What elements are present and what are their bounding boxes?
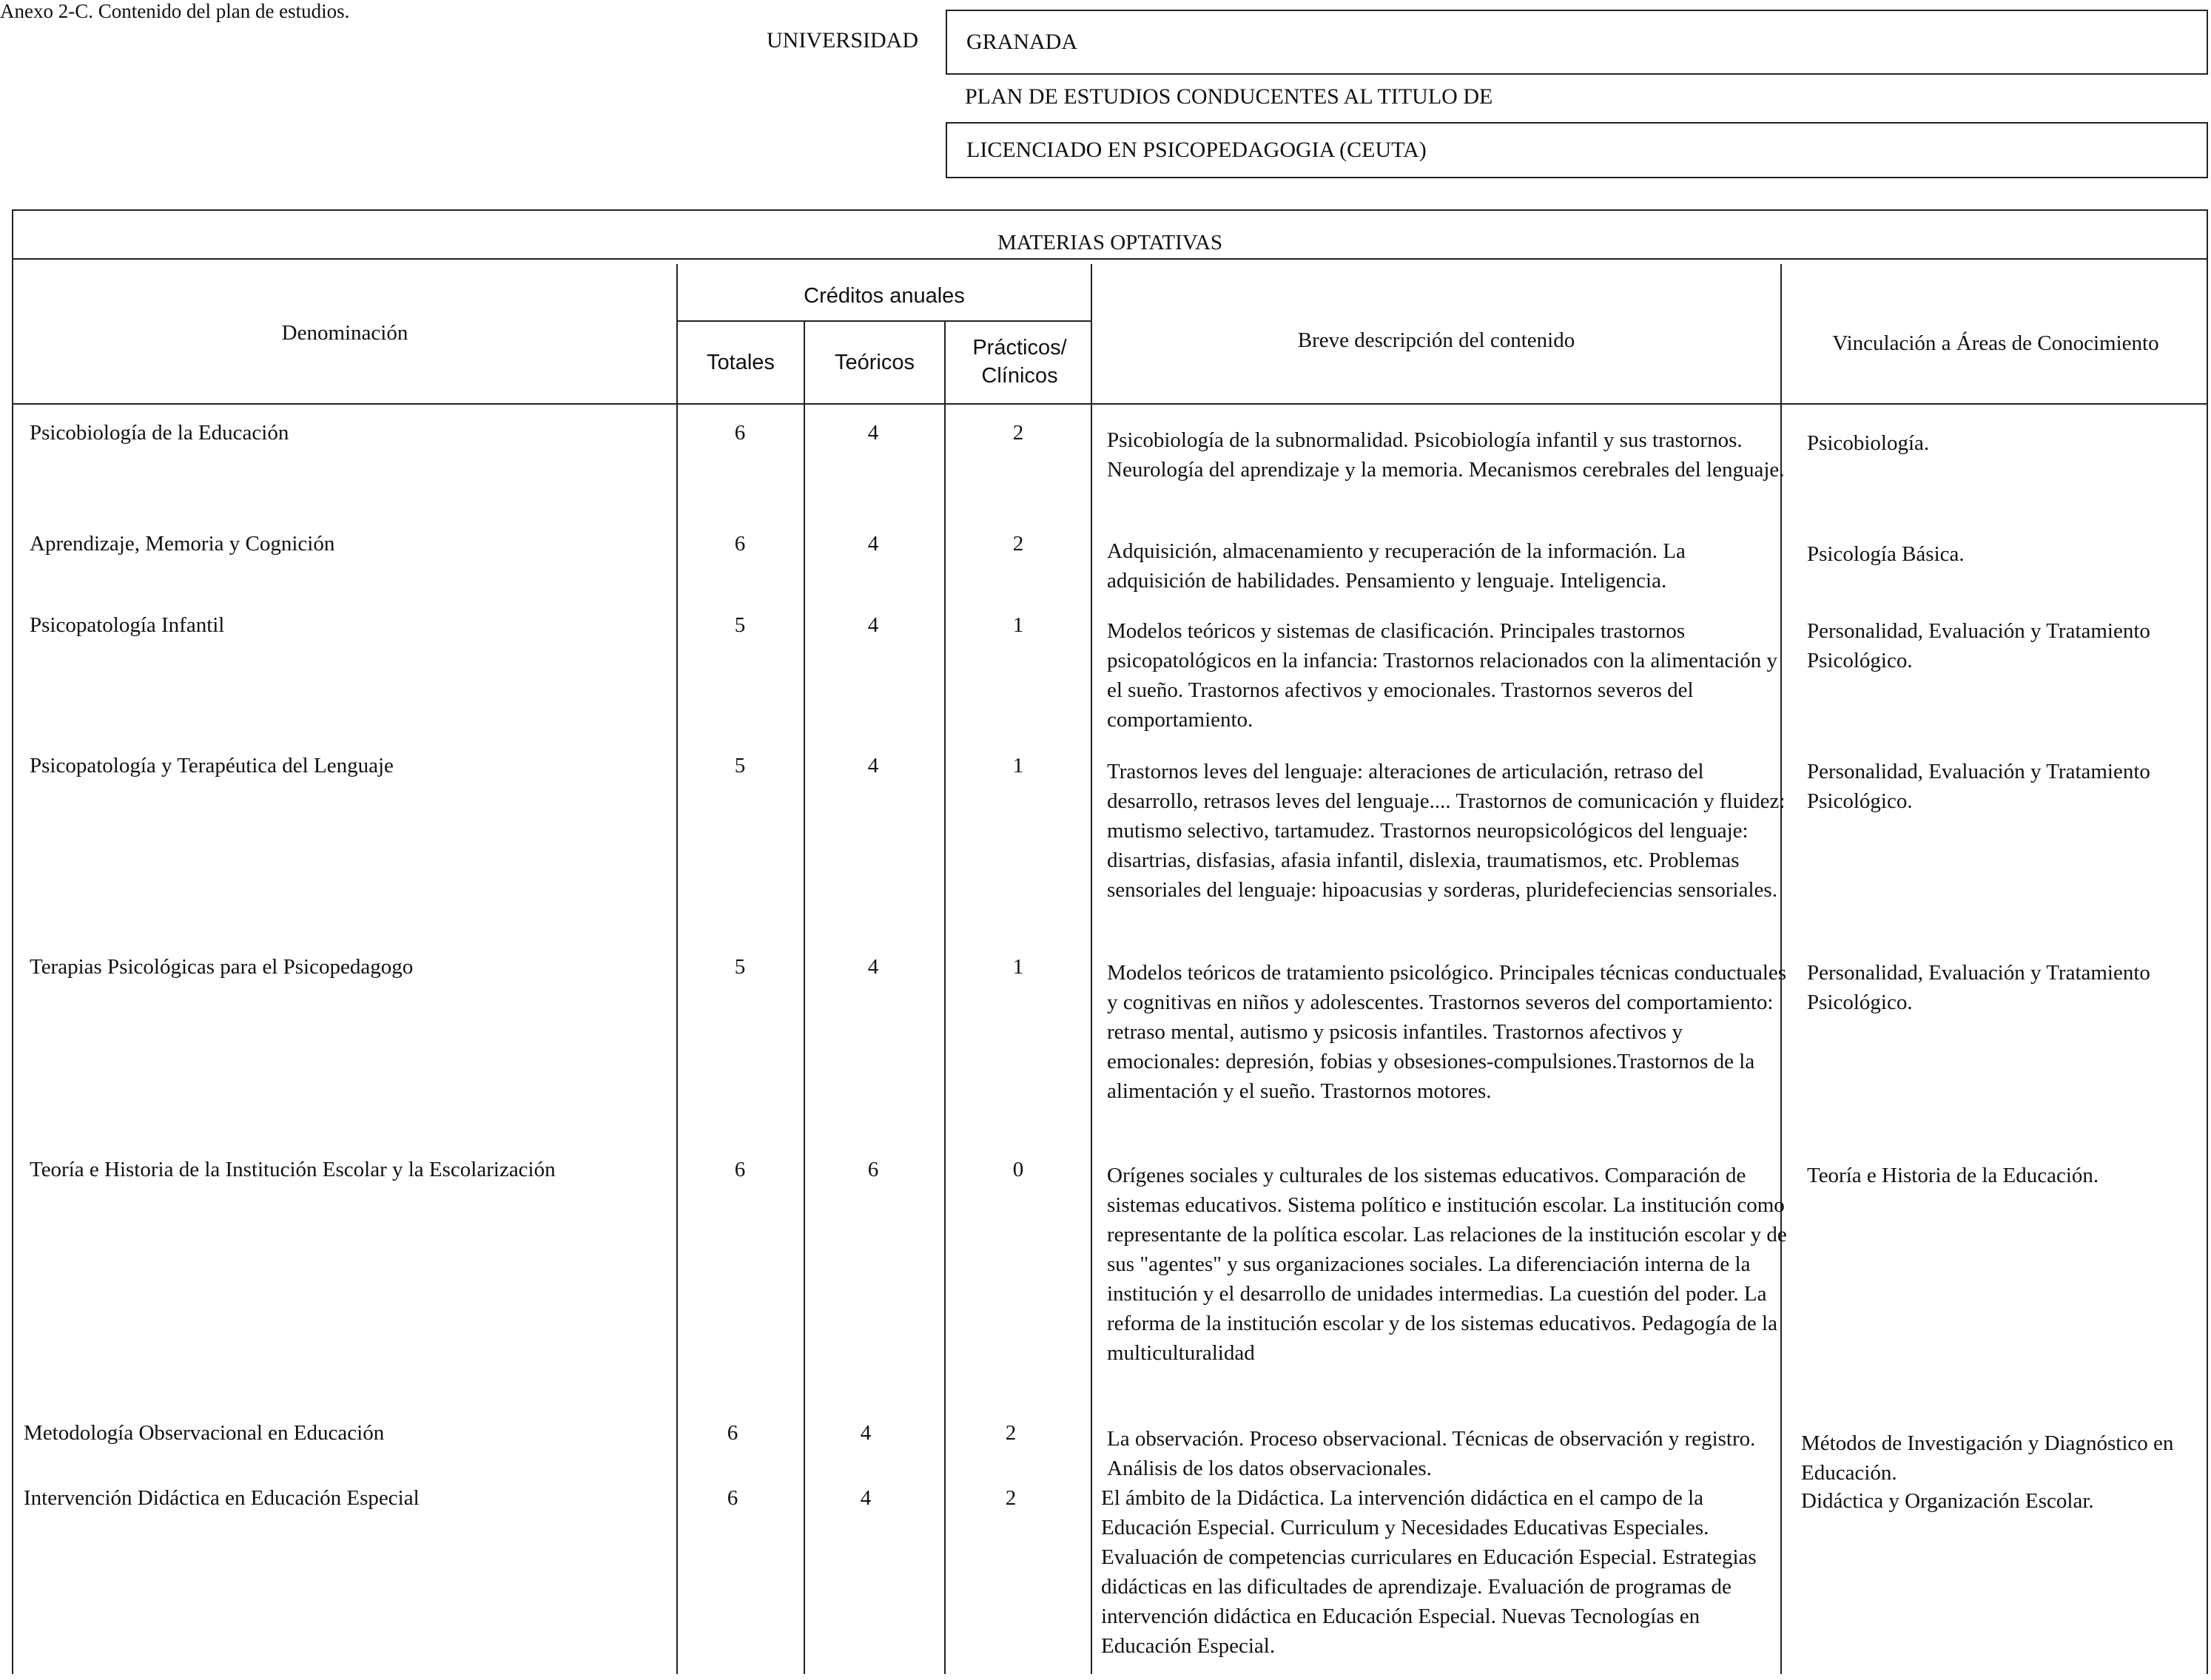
subject-description: La observación. Proceso observacional. Técnicas de observación y registro. Análisis de los datos observacionales. <box>1107 1427 1756 1480</box>
optional-subjects-table <box>12 209 2208 1674</box>
subject-name: Teoría e Historia de la Institución Escolar y la Escolarización <box>30 1158 556 1181</box>
credits-theory: 4 <box>867 613 879 637</box>
credits-total: 6 <box>734 421 746 445</box>
subject-description: Modelos teóricos de tratamiento psicológico. Principales técnicas conductuales y cognitivas en niños y adolescentes. Trastornos severos del comportamiento: retraso mental, autismo y psicosis infantiles. Trastornos afectivos y emocionales: depresión, fobias y obsesiones-compulsiones.Trastornos de la alimentación y el sueño. Trastornos motores. <box>1107 961 1787 1103</box>
university-name: GRANADA <box>966 30 1077 54</box>
credits-practice: 1 <box>1012 613 1024 637</box>
credits-theory: 4 <box>860 1486 872 1510</box>
divider-practice <box>1091 264 1092 1674</box>
subject-name: Intervención Didáctica en Educación Especial <box>24 1486 420 1510</box>
credits-practice: 2 <box>1012 532 1024 556</box>
knowledge-area: Personalidad, Evaluación y Tratamiento Psicológico. <box>1807 961 2150 1014</box>
plan-label: PLAN DE ESTUDIOS CONDUCENTES AL TITULO DE <box>965 84 1493 109</box>
credits-total: 5 <box>734 955 746 979</box>
divider-total <box>804 322 805 1674</box>
knowledge-area: Métodos de Investigación y Diagnóstico en Educación. <box>1801 1431 2174 1485</box>
university-box <box>946 10 2208 75</box>
col-theory-header: Teóricos <box>835 351 915 374</box>
credits-total: 6 <box>734 532 746 556</box>
university-label: UNIVERSIDAD <box>767 28 918 53</box>
credits-theory: 4 <box>860 1421 872 1445</box>
credits-practice: 2 <box>1005 1421 1017 1445</box>
credits-practice: 1 <box>1012 955 1024 979</box>
subject-name: Psicobiología de la Educación <box>30 421 289 445</box>
knowledge-area: Teoría e Historia de la Educación. <box>1807 1164 2099 1187</box>
credits-total: 6 <box>727 1421 738 1445</box>
subject-description: Trastornos leves del lenguaje: alteraciones de articulación, retraso del desarrollo, retrasos leves del lenguaje.... Trastornos de comunicación y fluidez: mutismo selectivo, tartamudez. Trastornos neuropsicológicos del lenguaje: disartrias, disfasias, afasia infantil, dislexia, traumatismos, etc. Problemas sensoriales del lenguaje: hipoacusias y sorderas, pluridefeciencias sensoriales. <box>1107 760 1786 902</box>
knowledge-area: Psicobiología. <box>1807 431 1930 455</box>
subject-name: Terapias Psicológicas para el Psicopedagogo <box>30 955 414 979</box>
subject-description: Adquisición, almacenamiento y recuperación de la información. La adquisición de habilidades. Pensamiento y lenguaje. Inteligencia. <box>1107 539 1686 593</box>
col-total-header: Totales <box>707 351 775 374</box>
credits-theory: 4 <box>867 754 879 777</box>
col-name-header: Denominación <box>281 321 408 345</box>
table-title: MATERIAS OPTATIVAS <box>997 231 1223 254</box>
credits-practice: 1 <box>1012 754 1024 777</box>
divider-theory <box>944 322 946 1674</box>
col-credits-header: Créditos anuales <box>804 284 965 308</box>
subject-name: Psicopatología y Terapéutica del Lenguaje <box>30 754 394 777</box>
title-divider <box>13 258 2207 260</box>
subject-description: Modelos teóricos y sistemas de clasificación. Principales trastornos psicopatológicos en la infancia: Trastornos relacionados con la alimentación y el sueño. Trastornos afectivos y emocionales. Trastornos severos del comportamiento. <box>1107 619 1778 732</box>
knowledge-area: Psicología Básica. <box>1807 542 1965 566</box>
credits-theory: 4 <box>867 532 879 556</box>
credits-practice: 0 <box>1012 1158 1024 1181</box>
credits-practice: 2 <box>1012 421 1024 445</box>
degree-box <box>946 122 2208 178</box>
knowledge-area: Didáctica y Organización Escolar. <box>1801 1489 2094 1513</box>
knowledge-area: Personalidad, Evaluación y Tratamiento Psicológico. <box>1807 619 2150 672</box>
credits-total: 6 <box>734 1158 746 1181</box>
credits-practice: 2 <box>1005 1486 1017 1510</box>
credits-total: 5 <box>734 613 746 637</box>
subject-name: Psicopatología Infantil <box>30 613 225 637</box>
col-practice-header: Prácticos/ Clínicos <box>972 336 1067 388</box>
credits-theory: 4 <box>867 955 879 979</box>
subject-description: Orígenes sociales y culturales de los sistemas educativos. Comparación de sistemas educativos. Sistema político e institución escolar. La institución como representante de la política escolar. Las relaciones de la institución escolar y de sus "agentes" y sus organizaciones sociales. La diferenciación interna de la institución y el desarrollo de unidades intermedias. La cuestión del poder. La reforma de la institución escolar y de los sistemas educativos. Pedagogía de la multiculturalidad <box>1107 1164 1787 1365</box>
header-divider <box>13 403 2207 405</box>
subject-name: Aprendizaje, Memoria y Cognición <box>30 532 335 556</box>
credits-total: 6 <box>727 1486 738 1510</box>
credits-total: 5 <box>734 754 746 777</box>
subject-name: Metodología Observacional en Educación <box>24 1421 385 1445</box>
degree-title: LICENCIADO EN PSICOPEDAGOGIA (CEUTA) <box>966 138 1427 162</box>
subject-description: Psicobiología de la subnormalidad. Psicobiología infantil y sus trastornos. Neurología del aprendizaje y la memoria. Mecanismos cerebrales del lenguaje. <box>1107 428 1785 482</box>
annex-caption: Anexo 2-C. Contenido del plan de estudios. <box>0 0 350 22</box>
credits-divider <box>676 320 1092 322</box>
knowledge-area: Personalidad, Evaluación y Tratamiento Psicológico. <box>1807 760 2150 813</box>
credits-theory: 6 <box>867 1158 879 1181</box>
credits-theory: 4 <box>867 421 879 445</box>
col-areas-header: Vinculación a Áreas de Conocimiento <box>1832 331 2159 355</box>
subject-description: El ámbito de la Didáctica. La intervención didáctica en el campo de la Educación Especial. Curriculum y Necesidades Educativas Especiales. Evaluación de competencias curriculares en Educación Especial. Estrategias didácticas en las dificultades de aprendizaje. Evaluación de programas de intervención didáctica en Educación Especial. Nuevas Tecnologías en Educación Especial. <box>1101 1486 1757 1658</box>
col-description-header: Breve descripción del contenido <box>1297 328 1575 352</box>
